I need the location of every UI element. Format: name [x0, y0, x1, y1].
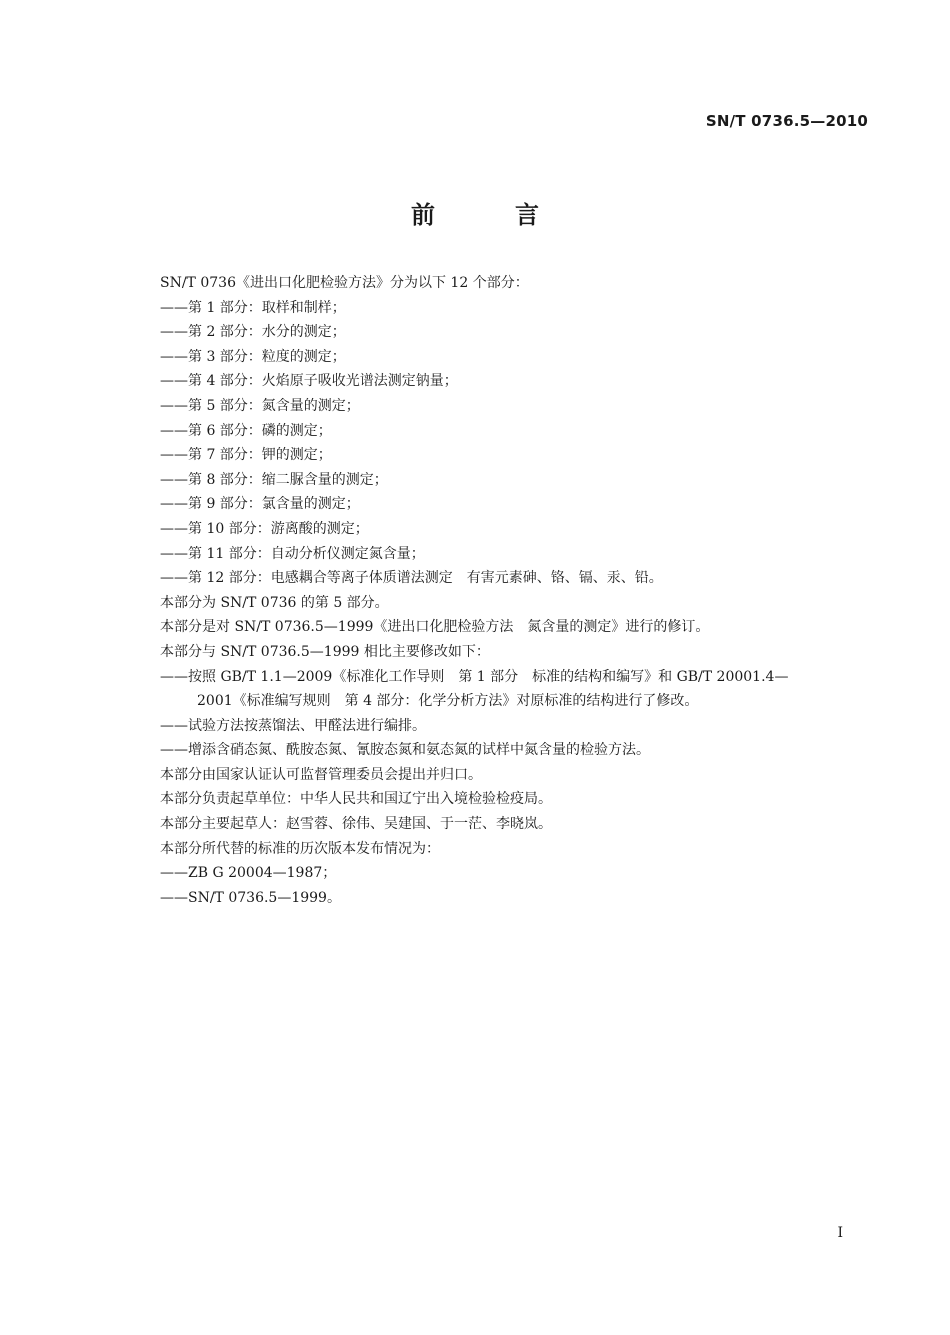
list-item: ——第 3 部分：粒度的测定； [160, 348, 346, 365]
proposed-by-statement: 本部分由国家认证认可监督管理委员会提出并归口。 [160, 766, 482, 783]
list-item: ——第 12 部分：电感耦合等离子体质谱法测定 有害元素砷、铬、镉、汞、铅。 [160, 570, 663, 587]
list-item: ——第 9 部分：氯含量的测定； [160, 496, 360, 513]
list-item: ——第 10 部分：游离酸的测定； [160, 520, 369, 537]
list-item: ——第 4 部分：火焰原子吸收光谱法测定钠量； [160, 373, 458, 390]
revision-statement: 本部分是对 SN/T 0736.5—1999《进出口化肥检验方法 氮含量的测定》进行的修订。 [160, 619, 710, 636]
change-item: ——增添含硝态氮、酰胺态氮、氰胺态氮和氨态氮的试样中氮含量的检验方法。 [160, 742, 650, 759]
history-item: ——ZB G 20004—1987； [160, 865, 337, 882]
change-item: ——试验方法按蒸馏法、甲醛法进行编排。 [160, 717, 426, 734]
intro-line: SN/T 0736《进出口化肥检验方法》分为以下 12 个部分： [160, 275, 529, 291]
list-item: ——第 7 部分：钾的测定； [160, 447, 332, 464]
list-item: ——第 5 部分：氮含量的测定； [160, 397, 360, 414]
page-title: 前 言 [411, 201, 567, 229]
page-number: I [837, 1225, 843, 1241]
list-item: ——第 11 部分：自动分析仪测定氮含量； [160, 545, 425, 562]
list-item: ——第 2 部分：水分的测定； [160, 324, 346, 341]
history-intro: 本部分所代替的标准的历次版本发布情况为： [160, 840, 440, 857]
list-item: ——第 6 部分：磷的测定； [160, 422, 332, 439]
part-of-statement: 本部分为 SN/T 0736 的第 5 部分。 [160, 594, 389, 611]
change-item-continuation: 2001《标准编写规则 第 4 部分：化学分析方法》对原标准的结构进行了修改。 [197, 693, 699, 710]
change-item: ——按照 GB/T 1.1—2009《标准化工作导则 第 1 部分 标准的结构和编写》和 GB/T 20001.4— [160, 668, 789, 685]
history-item: ——SN/T 0736.5—1999。 [160, 889, 341, 906]
drafting-unit-statement: 本部分负责起草单位：中华人民共和国辽宁出入境检验检疫局。 [160, 791, 552, 808]
list-item: ——第 1 部分：取样和制样； [160, 299, 346, 316]
list-item: ——第 8 部分：缩二脲含量的测定； [160, 471, 388, 488]
foreword-body [160, 271, 875, 910]
standard-code: SN/T 0736.5—2010 [705, 112, 868, 130]
drafters-statement: 本部分主要起草人：赵雪蓉、徐伟、吴建国、于一茫、李晓岚。 [160, 816, 552, 833]
changes-intro: 本部分与 SN/T 0736.5—1999 相比主要修改如下： [160, 643, 490, 660]
